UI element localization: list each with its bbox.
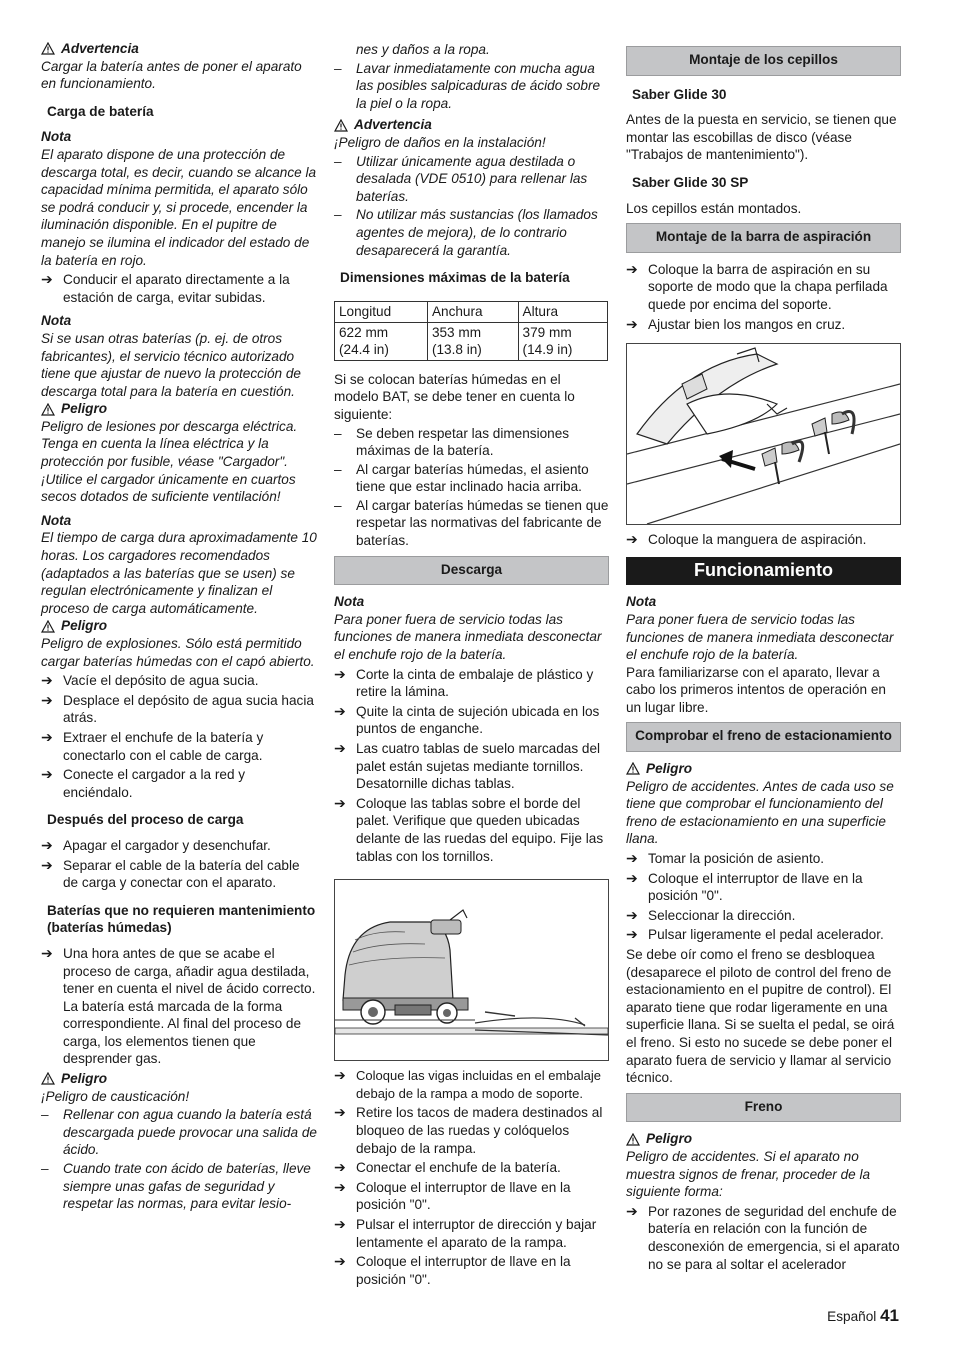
arrow-icon: ➔ xyxy=(41,728,53,745)
instruction-step: ➔ Desplace el depósito de agua sucia hacia atrás. xyxy=(41,691,314,726)
arrow-icon: ➔ xyxy=(334,1253,346,1270)
dash-item: – Utilizar únicamente agua destilada o desalada (VDE 0510) para rellenar las baterías. xyxy=(334,153,588,204)
danger-text: Peligro de explosiones. Sólo está permitido cargar baterías húmedas con el capó abierto. xyxy=(41,636,315,669)
dash-item-continued: nes y daños a la ropa. xyxy=(356,42,490,57)
instruction-step: ➔ Conecte el cargador a la red y enciéndalo. xyxy=(41,766,246,800)
note-heading: Nota xyxy=(334,594,365,610)
chapter-heading-funcionamiento: Funcionamiento xyxy=(626,557,901,586)
arrow-icon: ➔ xyxy=(334,1178,346,1195)
page-number: 41 xyxy=(880,1306,899,1325)
arrow-icon: ➔ xyxy=(626,869,638,886)
danger-heading: Peligro xyxy=(41,1070,317,1088)
section-heading: Después del proceso de carga xyxy=(47,812,244,828)
arrow-icon: ➔ xyxy=(41,691,53,708)
instruction-step: ➔ Extraer el enchufe de la batería y conectarlo con el cable de carga. xyxy=(41,728,264,763)
table-header-row xyxy=(335,301,608,322)
paragraph: Si se colocan baterías húmedas en el modelo BAT, se debe tener en cuenta lo siguiente: xyxy=(334,371,575,422)
instruction-step: ➔ Conectar el enchufe de la batería. xyxy=(334,1159,561,1176)
arrow-icon: ➔ xyxy=(334,1067,346,1084)
instruction-step: ➔ Las cuatro tablas de suelo marcadas del palet están sujetas mediante tornillos. Desatornille dichas tablas. xyxy=(334,740,601,792)
section-heading: Saber Glide 30 SP xyxy=(632,174,749,190)
arrow-icon: ➔ xyxy=(41,836,53,853)
table-header-cell: Longitud xyxy=(335,301,428,322)
arrow-icon: ➔ xyxy=(334,740,346,756)
instruction-step: ➔ Coloque el interruptor de llave en la posición "0". xyxy=(334,1253,571,1287)
table-cell: 622 mm (24.4 in) xyxy=(335,322,428,360)
section-heading: Carga de batería xyxy=(47,103,154,119)
dash-item: – No utilizar más sustancias (los llamados agentes de mejora), de lo contrario desaparecerá la garantía. xyxy=(334,207,598,258)
arrow-icon: ➔ xyxy=(334,702,346,719)
table-cell: 379 mm (14.9 in) xyxy=(518,322,607,360)
paragraph: Los cepillos están montados. xyxy=(626,200,802,216)
instruction-step: ➔ Pulsar el interruptor de dirección y bajar lentamente el aparato de la rampa. xyxy=(334,1215,597,1250)
arrow-icon: ➔ xyxy=(334,1215,346,1232)
instruction-step: ➔ Seleccionar la dirección. xyxy=(626,906,796,923)
note-text: El aparato dispone de una protección de descarga total, es decir, cuando se alcance la capacidad mínima permitida, el aparato sólo se podrá conducir y, si procede, encender la iluminación disponible. En el pupitre de manejo se ilumina el indicador del estado de la batería en rojo. xyxy=(41,146,317,268)
table-header-cell: Altura xyxy=(518,301,607,322)
section-bar-descarga: Descarga xyxy=(334,556,609,586)
warning-text: Cargar la batería antes de poner el aparato en funcionamiento. xyxy=(41,58,302,92)
warning-triangle-icon xyxy=(626,1133,640,1146)
section-heading: Baterías que no requieren mantenimiento (baterías húmedas) xyxy=(47,902,316,936)
warning-triangle-icon xyxy=(41,42,55,55)
table-row xyxy=(335,322,608,360)
arrow-icon: ➔ xyxy=(334,1159,346,1176)
paragraph: Para familiarizarse con el aparato, llevar a cabo los primeros intentos de operación en un lugar libre. xyxy=(626,664,886,715)
dash-item: – Se deben respetar las dimensiones máximas de la batería. xyxy=(334,425,570,459)
arrow-icon: ➔ xyxy=(626,850,638,867)
column-2 xyxy=(334,40,609,1290)
warning-heading: Advertencia xyxy=(41,40,317,58)
instruction-step: ➔ Coloque la barra de aspiración en su soporte de modo que la chapa perfilada quede por encima del soporte. xyxy=(626,260,888,312)
instruction-step: ➔ Por razones de seguridad del enchufe de batería en relación con la función de desconexión de emergencia, si el aparato no se para al soltar el acelerador xyxy=(626,1202,900,1272)
danger-heading: Peligro xyxy=(626,760,901,778)
warning-heading: Advertencia xyxy=(334,116,609,134)
note-heading: Nota xyxy=(41,129,72,145)
suction-bar-illustration xyxy=(626,343,901,525)
danger-text: Peligro de accidentes. Si el aparato no muestra signos de frenar, proceder de la siguiente forma: xyxy=(626,1148,871,1200)
section-bar-freno: Freno xyxy=(626,1093,901,1123)
warning-triangle-icon xyxy=(41,1072,55,1085)
note-text: Si se usan otras baterías (p. ej. de otros fabricantes), el servicio técnico autorizado tiene que ajustar de nuevo la protección de descarga total para la batería en cuestión. xyxy=(41,330,301,399)
machine-ramp-illustration xyxy=(334,879,609,1061)
wing-nut-icon xyxy=(812,412,849,454)
arrow-icon xyxy=(719,450,733,468)
arrow-icon: ➔ xyxy=(41,944,53,961)
arrow-icon: ➔ xyxy=(334,665,346,682)
instruction-step: ➔ Ajustar bien los mangos en cruz. xyxy=(626,315,846,332)
warning-triangle-icon xyxy=(41,620,55,633)
instruction-step: ➔ Retire los tacos de madera destinados al bloqueo de las ruedas y colóquelos debajo de la rampa. xyxy=(334,1104,603,1156)
instruction-step: ➔ Pulsar ligeramente el pedal acelerador. xyxy=(626,926,884,943)
table-header-cell: Anchura xyxy=(427,301,518,322)
note-text: Para poner fuera de servicio todas las funciones de manera inmediata desconectar el enchufe rojo de la batería. xyxy=(626,611,894,663)
dash-item: – Al cargar baterías húmedas se tienen que respetar las normativas del fabricante de baterías. xyxy=(334,497,609,549)
danger-heading: Peligro xyxy=(41,617,317,635)
scrubber-machine-illustration xyxy=(335,880,608,1060)
dash-item: – Al cargar baterías húmedas, el asiento tiene que estar inclinado hacia arriba. xyxy=(334,461,589,495)
instruction-step: ➔ Coloque las tablas sobre el borde del palet. Verifique que queden ubicadas delante de las ruedas del equipo. Fije las tablas con los tornillos. xyxy=(334,794,604,864)
section-bar-cepillos: Montaje de los cepillos xyxy=(626,46,901,76)
section-heading: Dimensiones máximas de la batería xyxy=(340,270,570,286)
footer-language: Español xyxy=(827,1309,877,1324)
instruction-step: ➔ Coloque el interruptor de llave en la posición "0". xyxy=(626,869,863,904)
arrow-icon: ➔ xyxy=(626,531,638,548)
arrow-icon: ➔ xyxy=(334,1104,346,1121)
instruction-step: ➔ Vacíe el depósito de agua sucia. xyxy=(41,672,259,689)
column-3 xyxy=(626,44,901,1275)
arrow-icon: ➔ xyxy=(41,271,53,288)
warning-triangle-icon xyxy=(41,403,55,416)
instruction-step: ➔ Coloque las vigas incluidas en el embalaje debajo de la rampa a modo de soporte. xyxy=(334,1067,601,1101)
arrow-icon: ➔ xyxy=(41,672,53,689)
section-heading: Saber Glide 30 xyxy=(632,86,727,102)
dash-item: – Cuando trate con ácido de baterías, lleve siempre unas gafas de seguridad y respetar las normas, para evitar lesio- xyxy=(41,1161,311,1212)
warning-triangle-icon xyxy=(626,762,640,775)
paragraph: Antes de la puesta en servicio, se tienen que montar las escobillas de disco (véase "Trabajos de mantenimiento"). xyxy=(626,112,897,163)
instruction-step: ➔ Una hora antes de que se acabe el proceso de carga, añadir agua destilada, tener en cuenta el nivel de ácido correcto. La batería está marcada de la forma correspondiente. Al final del proceso de carga, los elementos tienen que desprender gas. xyxy=(41,944,316,1067)
instruction-step: ➔ Corte la cinta de embalaje de plástico y retire la lámina. xyxy=(334,665,594,700)
danger-heading: Peligro xyxy=(626,1130,901,1148)
arrow-icon: ➔ xyxy=(626,1202,638,1219)
section-bar-barra: Montaje de la barra de aspiración xyxy=(626,223,901,253)
warning-triangle-icon xyxy=(334,119,348,132)
instruction-step: ➔ Apagar el cargador y desenchufar. xyxy=(41,836,271,853)
instruction-step: ➔ Quite la cinta de sujeción ubicada en los puntos de enganche. xyxy=(334,702,600,737)
instruction-step: ➔ Separar el cable de la batería del cable de carga y conectar con el aparato. xyxy=(41,856,300,891)
note-text: Para poner fuera de servicio todas las funciones de manera inmediata desconectar el enchufe rojo de la batería. xyxy=(334,611,602,663)
warning-text: ¡Peligro de daños en la instalación! xyxy=(334,134,546,150)
note-heading: Nota xyxy=(41,512,72,528)
instruction-step: ➔ Coloque el interruptor de llave en la posición "0". xyxy=(334,1178,571,1213)
dash-item: – Lavar inmediatamente con mucha agua las posibles salpicaduras de ácido sobre la piel o la ropa. xyxy=(334,60,601,111)
note-heading: Nota xyxy=(626,594,657,610)
arrow-icon: ➔ xyxy=(41,766,53,783)
instruction-step: ➔ Conducir el aparato directamente a la estación de carga, evitar subidas. xyxy=(41,271,290,305)
column-1 xyxy=(41,40,317,1214)
danger-text: Peligro de accidentes. Antes de cada uso se tiene que comprobar el funcionamiento del freno de estacionamiento en una superficie llana. xyxy=(626,778,894,847)
arrow-icon: ➔ xyxy=(626,926,638,943)
arrow-icon: ➔ xyxy=(626,260,638,277)
note-heading: Nota xyxy=(41,313,72,329)
suction-bar-mount-illustration xyxy=(627,344,900,524)
danger-text: Peligro de lesiones por descarga eléctrica. Tenga en cuenta la línea eléctrica y la protección por fusible, véase "Cargador". ¡Utilice el cargador únicamente en cuartos secos dotados de suficiente ventilación! xyxy=(41,418,298,505)
table-cell: 353 mm (13.8 in) xyxy=(427,322,518,360)
arrow-icon: ➔ xyxy=(626,315,638,332)
arrow-icon: ➔ xyxy=(626,906,638,923)
battery-dimensions-table xyxy=(334,301,608,361)
section-bar-freno-estacionamiento: Comprobar el freno de estacionamiento xyxy=(626,722,901,752)
instruction-step: ➔ Coloque la manguera de aspiración. xyxy=(626,531,867,548)
dash-item: – Rellenar con agua cuando la batería está descargada puede provocar una salida de ácido. xyxy=(41,1107,317,1158)
paragraph: Se debe oír como el freno se desbloquea (desaparece el piloto de control del freno de estacionamiento en el pupitre de control). El aparato tiene que rodar ligeramente en una superficie llana. Si se suelta el pedal, se oirá el freno. Si esto no sucede se debe poner el aparato fuera de servicio y llamar al servicio técnico. xyxy=(626,947,895,1086)
danger-heading: Peligro xyxy=(41,400,317,418)
arrow-icon: ➔ xyxy=(41,856,53,873)
page-footer xyxy=(827,1306,899,1326)
arrow-icon: ➔ xyxy=(334,794,346,811)
note-text: El tiempo de carga dura aproximadamente 10 horas. Los cargadores recomendados (adaptados a las baterías que se usen) se regulan electrónicamente y finalizan el proceso de carga automáticamente. xyxy=(41,530,317,616)
danger-text: ¡Peligro de causticación! xyxy=(41,1088,190,1104)
instruction-step: ➔ Tomar la posición de asiento. xyxy=(626,850,825,867)
